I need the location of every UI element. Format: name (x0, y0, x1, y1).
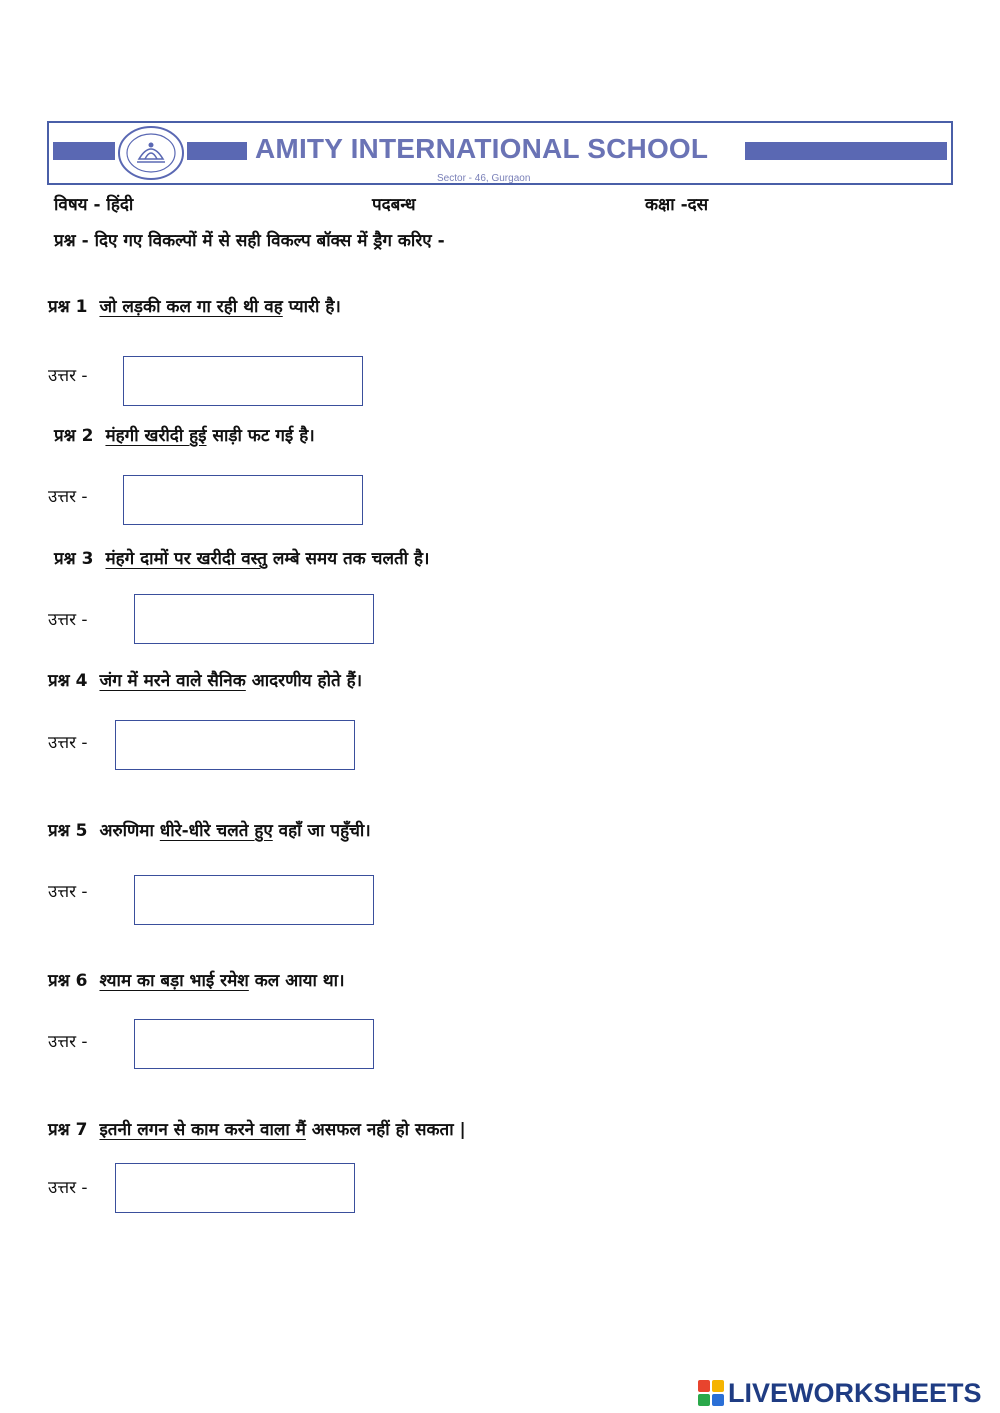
question-number: प्रश्न 3 (54, 549, 94, 569)
answer-label: उत्तर - (48, 1178, 88, 1198)
question-rest: साड़ी फट गई है। (206, 426, 315, 446)
question-3 (54, 546, 429, 569)
question-underlined-phrase: जंग में मरने वाले सैनिक (99, 671, 246, 691)
question-number: प्रश्न 5 (48, 821, 88, 841)
answer-label: उत्तर - (48, 1032, 88, 1052)
question-rest: लम्बे समय तक चलती है। (266, 549, 430, 569)
question-rest: आदरणीय होते हैं। (245, 671, 363, 691)
answer-label: उत्तर - (48, 610, 88, 630)
question-number: प्रश्न 6 (48, 971, 88, 991)
banner-stripe-left (53, 142, 115, 160)
answer-label: उत्तर - (48, 366, 88, 386)
question-number: प्रश्न 4 (48, 671, 88, 691)
answer-label: उत्तर - (48, 882, 88, 902)
question-underlined-phrase: श्याम का बड़ा भाई रमेश (99, 971, 249, 991)
question-2 (54, 423, 315, 446)
liveworksheets-text: LIVEWORKSHEETS (728, 1377, 982, 1408)
liveworksheets-brand (697, 1376, 982, 1410)
question-7 (48, 1117, 466, 1140)
question-number: प्रश्न 7 (48, 1120, 88, 1140)
school-sector: Sector - 46, Gurgaon (437, 173, 531, 184)
answer-drop-box-7[interactable] (115, 1163, 355, 1213)
question-rest: प्यारी है। (282, 297, 341, 317)
question-5 (48, 818, 371, 841)
question-number: प्रश्न 1 (48, 297, 88, 317)
school-header-banner (47, 121, 953, 185)
topic-label: पदबन्ध (372, 195, 416, 215)
answer-drop-box-3[interactable] (134, 594, 374, 644)
subject-label: विषय - हिंदी (54, 195, 134, 215)
question-underlined-phrase: धीरे-धीरे चलते हुए (159, 821, 273, 841)
answer-drop-box-4[interactable] (115, 720, 355, 770)
question-rest: असफल नहीं हो सकता | (305, 1120, 466, 1140)
question-4 (48, 668, 362, 691)
question-rest: कल आया था। (248, 971, 345, 991)
question-1 (48, 294, 341, 317)
question-underlined-phrase: इतनी लगन से काम करने वाला मैं (99, 1120, 306, 1140)
question-underlined-phrase: मंहगी खरीदी हुई (105, 426, 207, 446)
answer-drop-box-1[interactable] (123, 356, 363, 406)
question-underlined-phrase: मंहगे दामों पर खरीदी वस्तु (105, 549, 267, 569)
answer-drop-box-5[interactable] (134, 875, 374, 925)
banner-stripe-middle (187, 142, 247, 160)
answer-drop-box-6[interactable] (134, 1019, 374, 1069)
answer-label: उत्तर - (48, 733, 88, 753)
school-name: AMITY INTERNATIONAL SCHOOL (255, 133, 709, 164)
answer-drop-box-2[interactable] (123, 475, 363, 525)
banner-stripe-right (745, 142, 947, 160)
question-6 (48, 968, 345, 991)
liveworksheets-logo-icon (697, 1379, 725, 1407)
question-prefix: अरुणिमा (99, 821, 160, 841)
answer-label: उत्तर - (48, 487, 88, 507)
question-number: प्रश्न 2 (54, 426, 94, 446)
question-rest: वहाँ जा पहुँची। (272, 821, 371, 841)
grade-label: कक्षा -दस (645, 195, 709, 215)
school-logo-icon (117, 125, 185, 181)
question-underlined-phrase: जो लड़की कल गा रही थी वह (99, 297, 283, 317)
instruction-text: प्रश्न - दिए गए विकल्पों में से सही विकल्प बॉक्स में ड्रैग करिए - (54, 231, 445, 251)
